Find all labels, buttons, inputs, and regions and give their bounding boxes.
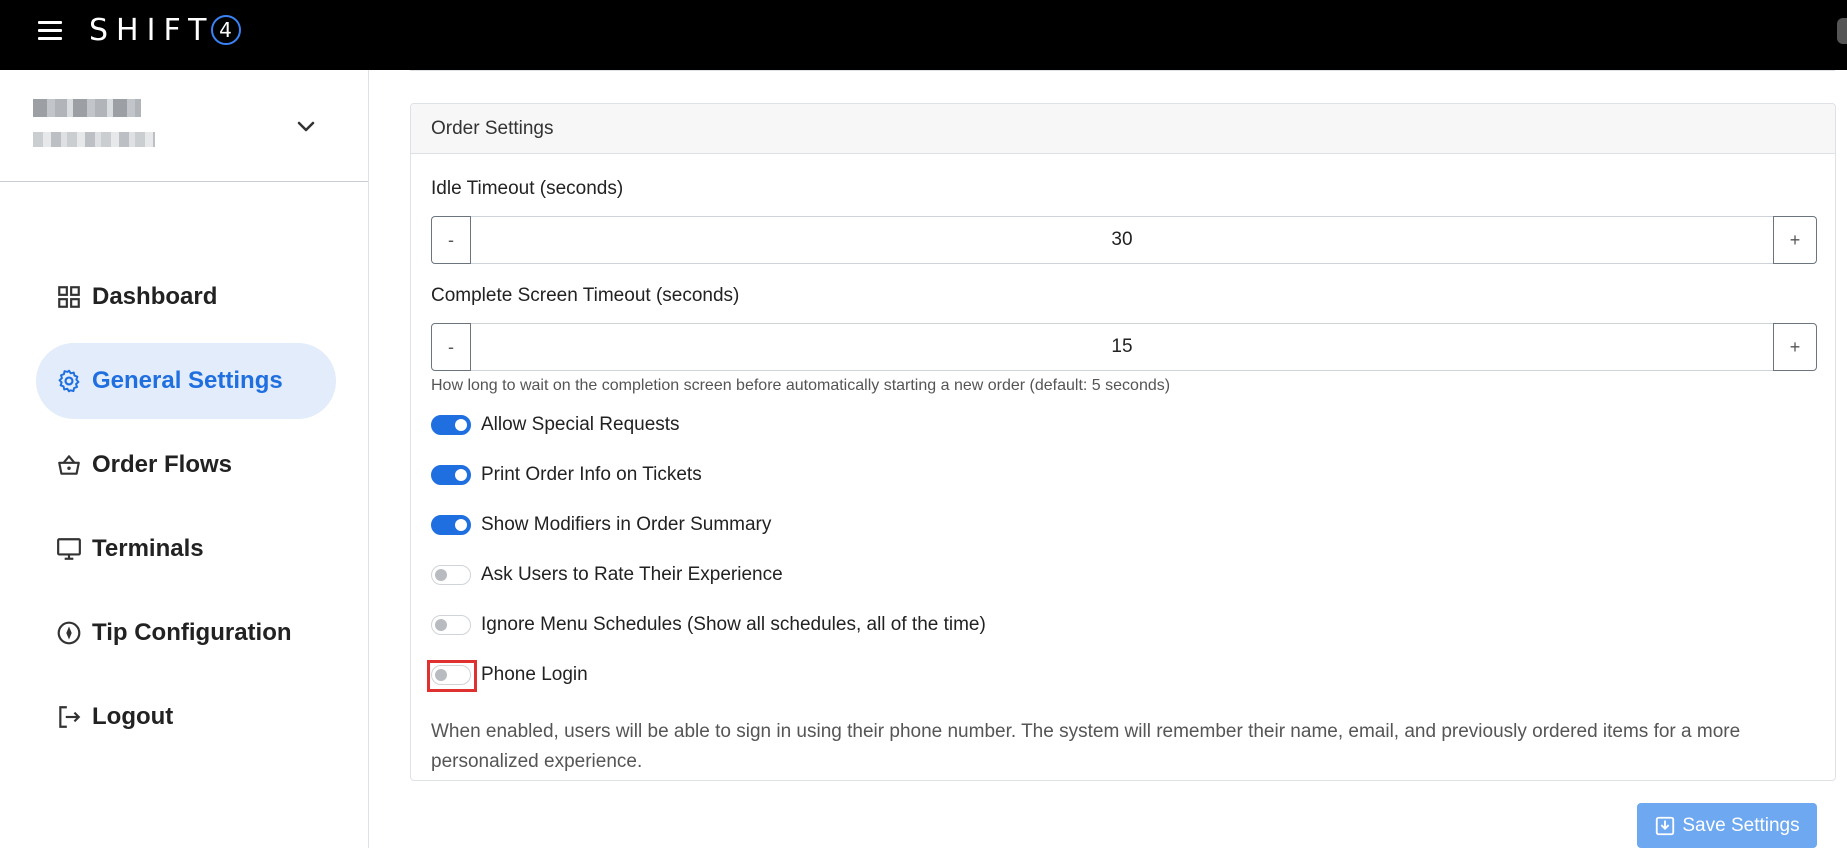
toggle-row-ignore-menu-schedules <box>431 611 986 639</box>
complete-timeout-help: How long to wait on the completion screen before automatically starting a new order (default: 5 seconds) <box>431 377 1171 394</box>
toggle-label: Phone Login <box>481 664 588 685</box>
sidebar-item-order-flows[interactable] <box>36 427 336 503</box>
compass-icon <box>56 620 82 646</box>
brand-logo <box>89 12 241 48</box>
hamburger-menu-icon[interactable] <box>38 21 62 41</box>
phone-login-switch[interactable] <box>431 665 471 685</box>
ignore-menu-schedules-switch[interactable] <box>431 615 471 635</box>
top-navbar <box>0 0 1847 70</box>
toggle-label: Ask Users to Rate Their Experience <box>481 564 783 585</box>
complete-timeout-input[interactable]: 15 <box>471 323 1773 371</box>
dashboard-grid-icon <box>56 284 82 310</box>
toggle-row-allow-special-requests <box>431 411 680 439</box>
complete-timeout-increment-button[interactable]: + <box>1773 323 1817 371</box>
idle-timeout-stepper <box>431 216 1817 264</box>
sidebar-nav <box>36 259 336 763</box>
sidebar-item-label: General Settings <box>92 367 283 394</box>
order-settings-card <box>410 103 1836 781</box>
sidebar-item-label: Tip Configuration <box>92 619 292 646</box>
idle-timeout-label: Idle Timeout (seconds) <box>431 178 624 199</box>
toggle-row-print-order-info <box>431 461 702 489</box>
show-modifiers-switch[interactable] <box>431 515 471 535</box>
save-settings-label: Save Settings <box>1682 814 1800 836</box>
toggle-label: Print Order Info on Tickets <box>481 464 702 485</box>
sidebar-item-label: Logout <box>92 703 174 730</box>
sidebar-item-label: Order Flows <box>92 451 233 478</box>
toggle-label: Allow Special Requests <box>481 414 680 435</box>
sidebar-item-general-settings[interactable] <box>36 343 336 419</box>
toggle-row-phone-login <box>431 661 588 689</box>
save-settings-button[interactable] <box>1637 803 1817 848</box>
highlight-box <box>427 660 477 692</box>
idle-timeout-increment-button[interactable]: + <box>1773 216 1817 264</box>
account-name-redacted <box>33 99 141 117</box>
monitor-icon <box>56 536 82 562</box>
toggle-row-show-modifiers <box>431 511 771 539</box>
user-icon[interactable] <box>1837 18 1847 44</box>
toggle-label: Show Modifiers in Order Summary <box>481 514 772 535</box>
toggle-label: Ignore Menu Schedules (Show all schedules, all of the time) <box>481 614 986 635</box>
idle-timeout-input[interactable]: 30 <box>471 216 1773 264</box>
logout-icon <box>56 704 82 730</box>
sidebar-item-logout[interactable] <box>36 679 336 755</box>
complete-timeout-decrement-button[interactable]: - <box>431 323 471 371</box>
account-selector[interactable] <box>0 70 368 182</box>
toggle-row-rate-experience <box>431 561 783 589</box>
sidebar-item-dashboard[interactable] <box>36 259 336 335</box>
sidebar-item-tip-configuration[interactable] <box>36 595 336 671</box>
account-subtitle-redacted <box>33 132 155 147</box>
complete-timeout-label: Complete Screen Timeout (seconds) <box>431 285 740 306</box>
basket-icon <box>56 452 82 478</box>
gear-icon <box>56 368 82 394</box>
idle-timeout-decrement-button[interactable]: - <box>431 216 471 264</box>
brand-text: SHIFT <box>89 12 215 48</box>
rate-experience-switch[interactable] <box>431 565 471 585</box>
phone-login-description: When enabled, users will be able to sign in using their phone number. The system will remember their name, email, and previously ordered items for a more personalized experience. <box>431 721 1741 772</box>
section-divider <box>410 70 1835 71</box>
card-title: Order Settings <box>411 104 1835 154</box>
download-icon <box>1654 815 1676 837</box>
sidebar-item-label: Terminals <box>92 535 204 562</box>
sidebar-item-terminals[interactable] <box>36 511 336 587</box>
brand-number-badge: 4 <box>211 15 241 45</box>
print-order-info-switch[interactable] <box>431 465 471 485</box>
chevron-down-icon[interactable] <box>296 120 316 134</box>
allow-special-requests-switch[interactable] <box>431 415 471 435</box>
complete-timeout-stepper <box>431 323 1817 371</box>
sidebar-item-label: Dashboard <box>92 283 218 310</box>
